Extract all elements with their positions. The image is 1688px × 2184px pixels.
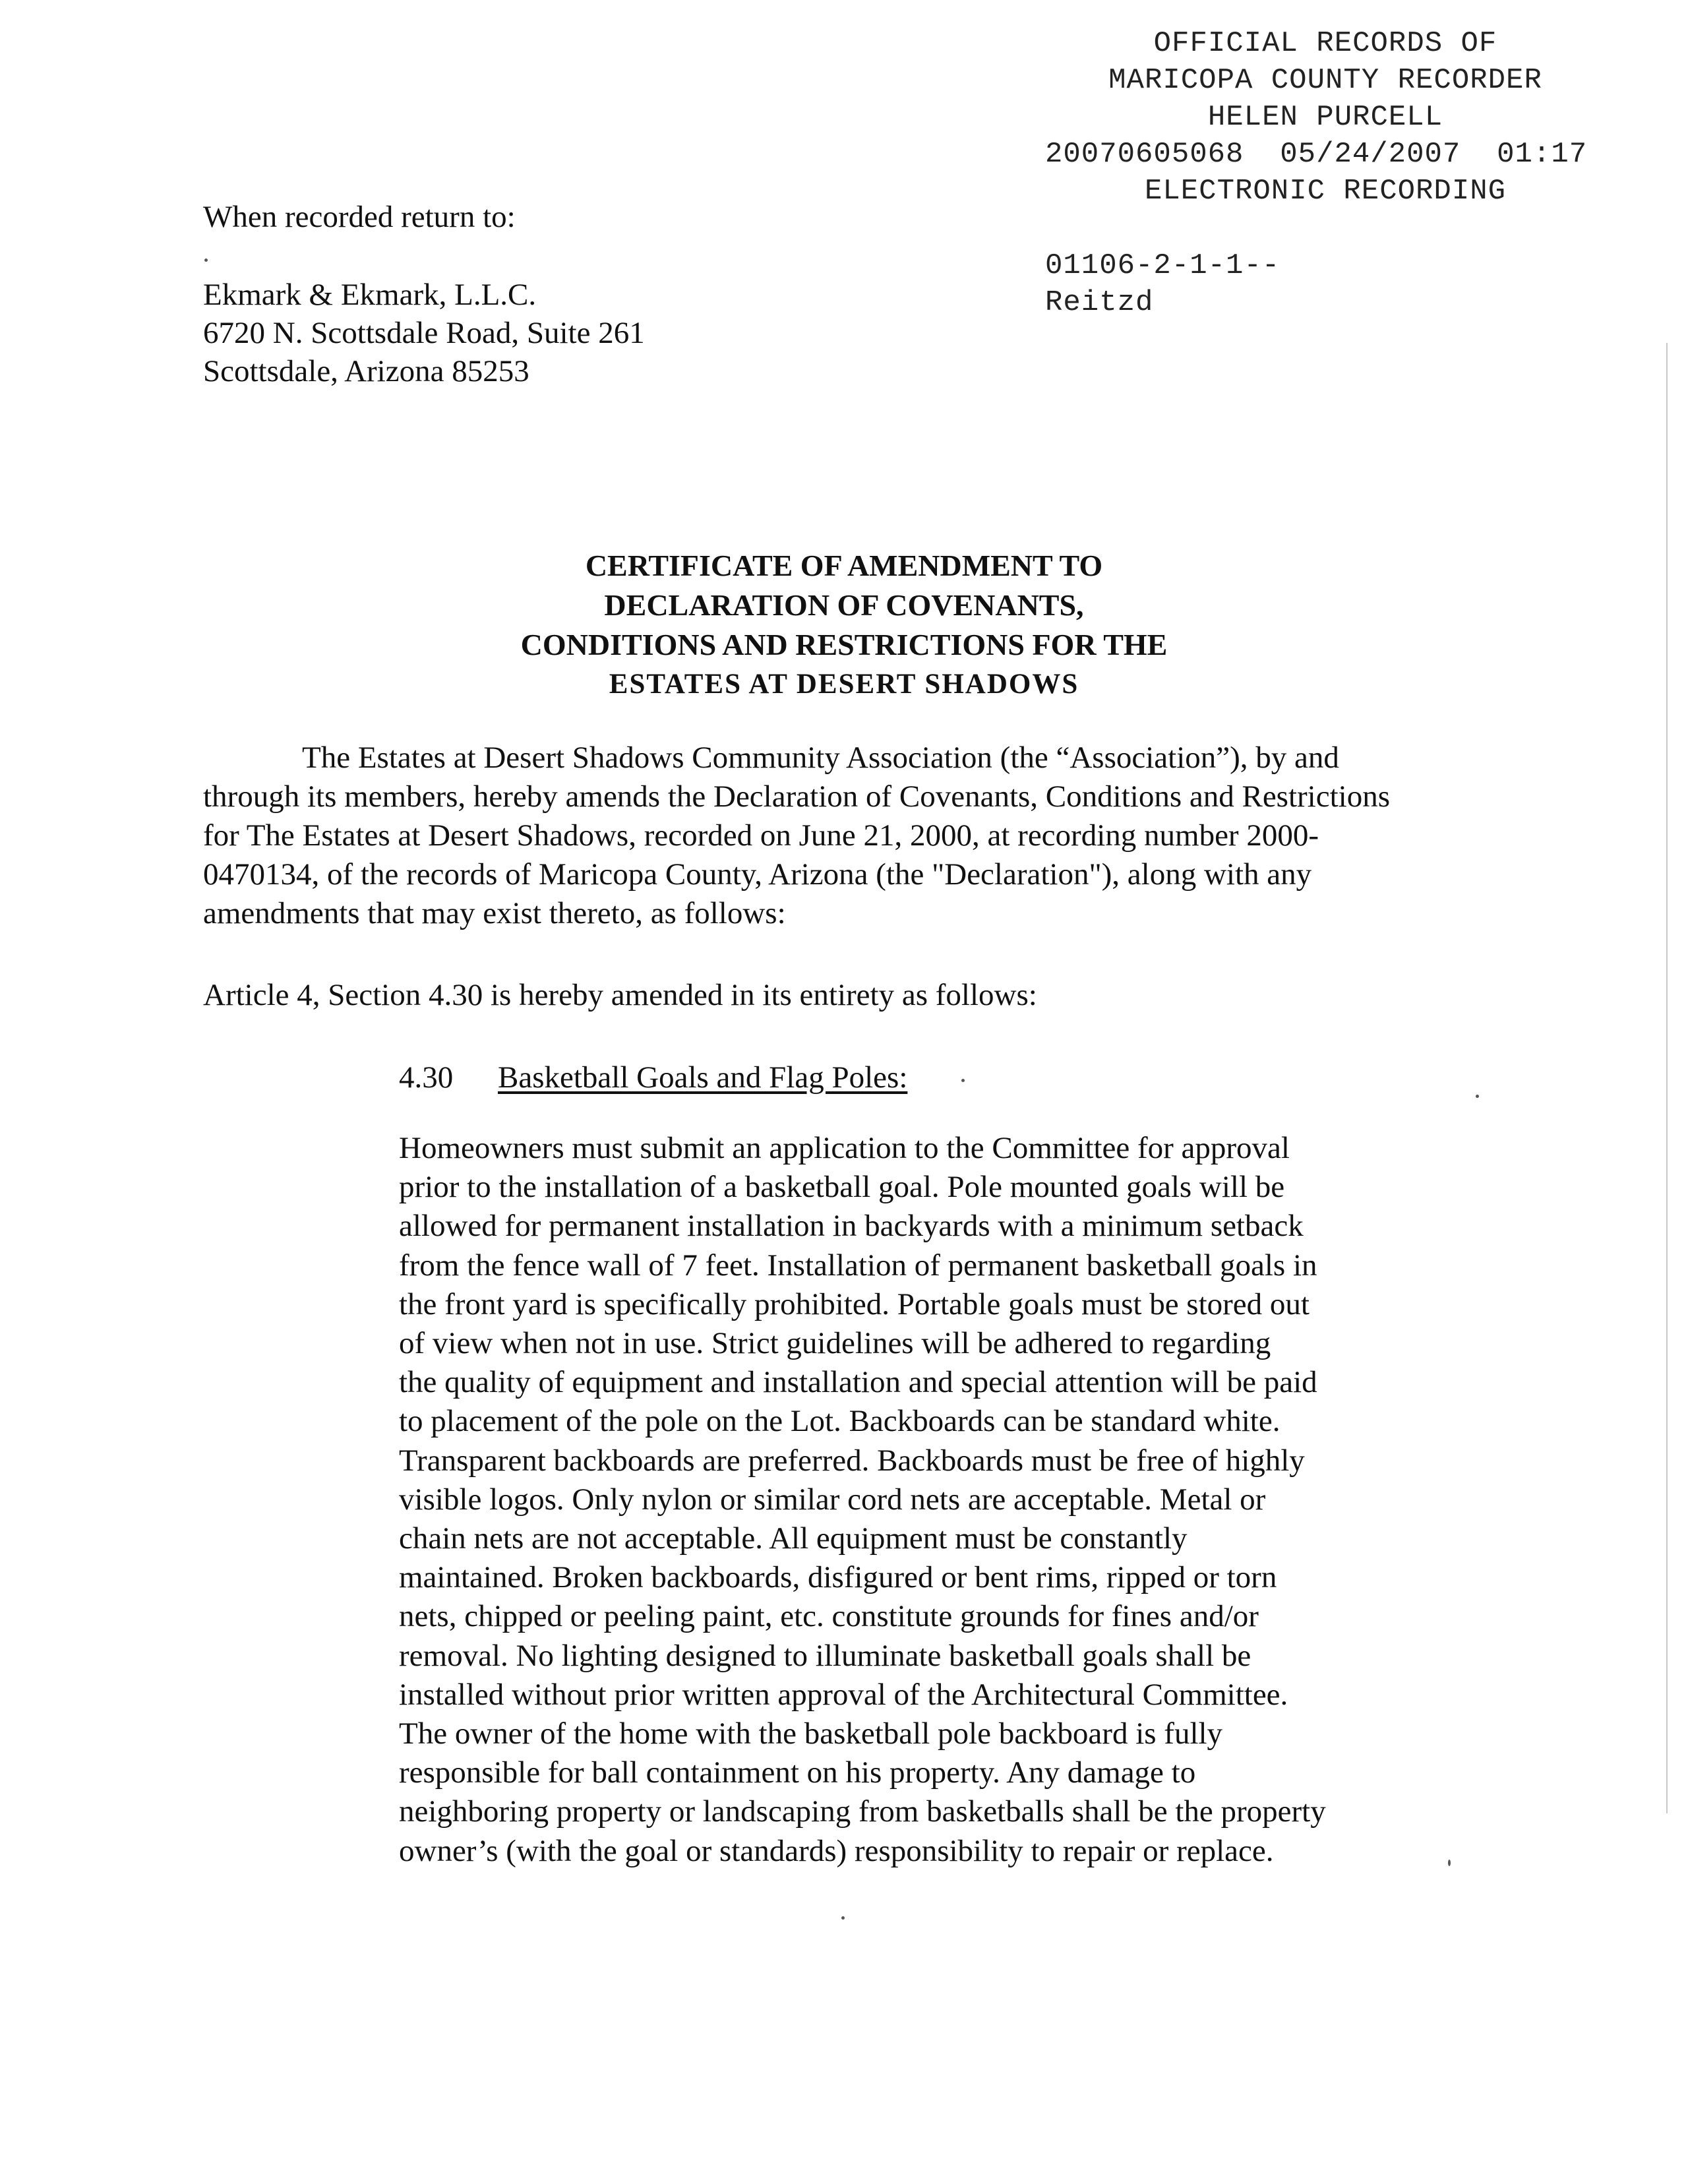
article-statement: Article 4, Section 4.30 is hereby amended in its entirety as follows: — [203, 978, 1037, 1012]
return-street: 6720 N. Scottsdale Road, Suite 261 — [203, 316, 645, 350]
document-code-clerk: Reitzd — [1045, 286, 1154, 319]
intro-line: for The Estates at Desert Shadows, recorded on June 21, 2000, at recording number 2000- — [203, 818, 1319, 853]
section-line: to placement of the pole on the Lot. Backboards can be standard white. — [399, 1404, 1281, 1439]
section-line: prior to the installation of a basketball goal. Pole mounted goals will be — [399, 1170, 1285, 1205]
document-title — [198, 546, 1490, 704]
return-city: Scottsdale, Arizona 85253 — [203, 354, 529, 388]
recording-number: 20070605068 05/24/2007 01:17 — [1045, 138, 1588, 171]
section-line: Homeowners must submit an application to the Committee for approval — [399, 1131, 1290, 1165]
section-line: chain nets are not acceptable. All equipment must be constantly — [399, 1521, 1188, 1556]
return-address — [203, 198, 645, 390]
title-line: DECLARATION OF COVENANTS, — [604, 588, 1084, 622]
section-body — [399, 1129, 1428, 1871]
section-line: the quality of equipment and installation and special attention will be paid — [399, 1365, 1317, 1400]
section-line: maintained. Broken backboards, disfigured or bent rims, ripped or torn — [399, 1560, 1277, 1595]
return-name: Ekmark & Ekmark, L.L.C. — [203, 278, 537, 312]
section-line: responsible for ball containment on his property. Any damage to — [399, 1755, 1196, 1790]
title-line: CONDITIONS AND RESTRICTIONS FOR THE — [520, 628, 1168, 661]
section-heading — [399, 1058, 907, 1097]
recorder-line: HELEN PURCELL — [1207, 101, 1443, 134]
intro-line: 0470134, of the records of Maricopa County, Arizona (the "Declaration"), along with any — [203, 857, 1312, 892]
section-line: visible logos. Only nylon or similar cord nets are acceptable. Metal or — [399, 1482, 1266, 1517]
recorder-line: ELECTRONIC RECORDING — [1144, 175, 1507, 208]
section-line: from the fence wall of 7 feet. Installation of permanent basketball goals in — [399, 1248, 1317, 1283]
section-line: owner’s (with the goal or standards) responsibility to repair or replace. — [399, 1833, 1274, 1868]
scan-speck — [1448, 1860, 1451, 1866]
intro-line: The Estates at Desert Shadows Community Association (the “Association”), by and — [302, 741, 1339, 775]
section-line: nets, chipped or peeling paint, etc. constitute grounds for fines and/or — [399, 1599, 1259, 1634]
section-line: removal. No lighting designed to illuminate basketball goals shall be — [399, 1638, 1251, 1673]
recorder-line: MARICOPA COUNTY RECORDER — [1108, 64, 1542, 97]
title-line: CERTIFICATE OF AMENDMENT TO — [585, 549, 1103, 582]
section-line: neighboring property or landscaping from basketballs shall be the property — [399, 1794, 1326, 1829]
section-line: of view when not in use. Strict guidelines will be adhered to regarding — [399, 1326, 1271, 1361]
document-code — [1045, 247, 1280, 321]
intro-line: amendments that may exist thereto, as follows: — [203, 896, 786, 930]
section-line: the front yard is specifically prohibited. Portable goals must be stored out — [399, 1287, 1310, 1321]
intro-paragraph — [203, 739, 1482, 933]
recorder-line: OFFICIAL RECORDS OF — [1153, 27, 1497, 60]
scan-speck — [961, 1079, 965, 1082]
scan-edge-line — [1666, 343, 1668, 1813]
recorder-stamp — [1015, 25, 1635, 210]
section-line: installed without prior written approval of the Architectural Committee. — [399, 1677, 1288, 1712]
section-line: The owner of the home with the basketball pole backboard is fully — [399, 1716, 1223, 1751]
section-line: Transparent backboards are preferred. Backboards must be free of highly — [399, 1443, 1305, 1478]
scan-speck — [204, 258, 208, 262]
section-number: 4.30 — [399, 1060, 454, 1095]
intro-line: through its members, hereby amends the Declaration of Covenants, Conditions and Restrictions — [203, 779, 1390, 814]
scan-speck — [841, 1916, 845, 1920]
title-line: ESTATES AT DESERT SHADOWS — [609, 669, 1079, 700]
section-line: allowed for permanent installation in backyards with a minimum setback — [399, 1209, 1304, 1244]
document-code-number: 01106-2-1-1-- — [1045, 249, 1281, 282]
scan-speck — [1476, 1095, 1479, 1098]
return-heading: When recorded return to: — [203, 200, 516, 234]
section-title: Basketball Goals and Flag Poles: — [498, 1060, 908, 1095]
